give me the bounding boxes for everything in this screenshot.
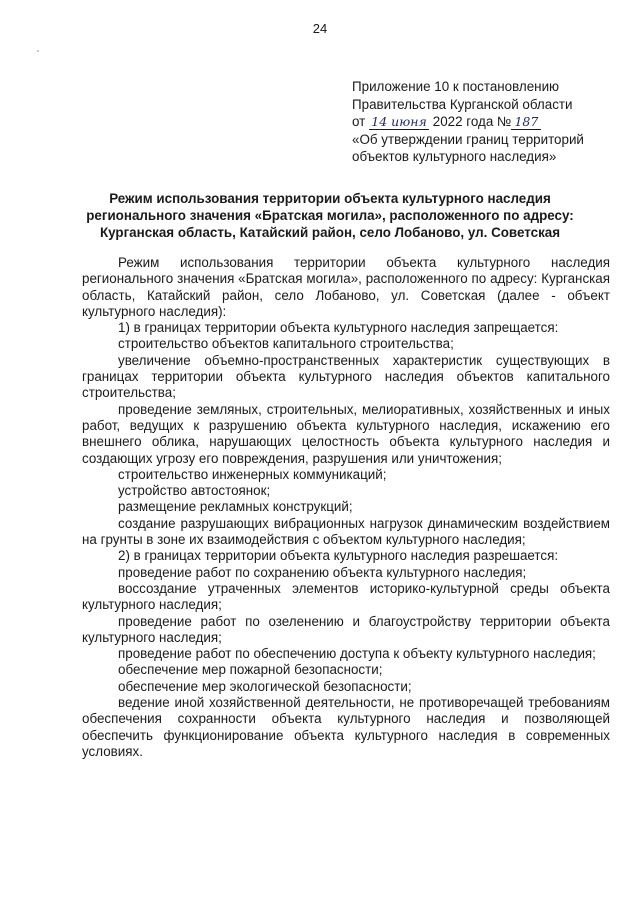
handwritten-number: 187: [511, 115, 541, 130]
paragraph-item: проведение работ по обеспечению доступа к объекту культурного наследия;: [118, 646, 596, 662]
year-text: 2022 года: [432, 114, 494, 130]
paragraph-item: строительство объектов капитального строительства;: [118, 336, 454, 352]
paragraph-item: размещение рекламных конструкций;: [118, 499, 353, 515]
paragraph-item: проведение работ по сохранению объекта культурного наследия;: [118, 564, 527, 580]
title-line-2: регионального значения «Братская могила», расположенного по адресу:: [86, 208, 574, 223]
paragraph-item: увеличение объемно-пространственных характеристик существующих в границах территории объекта культурного наследия объектов капитального строительства;: [82, 352, 610, 401]
appendix-line-4: «Об утверждении границ территорий: [352, 131, 584, 147]
handwritten-date: 14 июня: [369, 115, 429, 130]
paragraph-allowed-heading: 2) в границах территории объекта культурного наследия разрешается:: [118, 548, 559, 564]
paragraph-item: создание разрушающих вибрационных нагрузок динамическим воздействием на грунты в зоне их взаимодействия с объектом культурного наследия;: [82, 515, 610, 548]
paragraph-prohibited-heading: 1) в границах территории объекта культурного наследия запрещается:: [118, 320, 559, 336]
paragraph-item: устройство автостоянок;: [118, 483, 271, 499]
paragraph-item: обеспечение мер пожарной безопасности;: [118, 662, 383, 678]
appendix-line-5: объектов культурного наследия»: [352, 149, 557, 165]
appendix-date-line: [352, 113, 622, 131]
paragraph-item: строительство инженерных коммуникаций;: [118, 466, 387, 482]
document-title: [80, 190, 580, 241]
document-body: [82, 255, 610, 760]
appendix-line-1: Приложение 10 к постановлению: [352, 79, 560, 94]
appendix-header: [352, 78, 622, 166]
paragraph-item: проведение работ по озеленению и благоустройству территории объекта культурного наследия;: [82, 613, 610, 645]
number-prefix: №: [497, 114, 512, 130]
paragraph-item: ведение иной хозяйственной деятельности, не противоречащей требованиям обеспечения сохранности объекта культурного наследия и позволяющей обеспечить функционирование объекта культурного наследия в современных условиях.: [82, 695, 610, 759]
paragraph-item: проведение земляных, строительных, мелиоративных, хозяйственных и иных работ, ведущих к разрушению объекта культурного наследия, искажению его внешнего облика, нарушающих целостность объекта культурного наследия и создающих угрозу его повреждения, разрушения или уничтожения;: [82, 401, 610, 466]
appendix-line-2: Правительства Курганской области: [352, 96, 573, 112]
paragraph-intro: Режим использования территории объекта культурного наследия регионального значения «Братская могила», расположенного по адресу: Курганская область, Катайский район, село Лобаново, ул. Советская (далее - объект культурного наследия):: [82, 255, 610, 319]
paragraph-item: обеспечение мер экологической безопасности;: [118, 678, 412, 694]
title-line-1: Режим использования территории объекта культурного наследия: [109, 191, 551, 206]
date-prefix: от: [352, 114, 366, 130]
paragraph-item: воссоздание утраченных элементов историко-культурной среды объекта культурного наследия;: [82, 580, 610, 613]
scan-speck: [37, 50, 39, 52]
title-line-3: Курганская область, Катайский район, село Лобаново, ул. Советская: [99, 225, 561, 240]
page-number: 24: [312, 21, 328, 36]
